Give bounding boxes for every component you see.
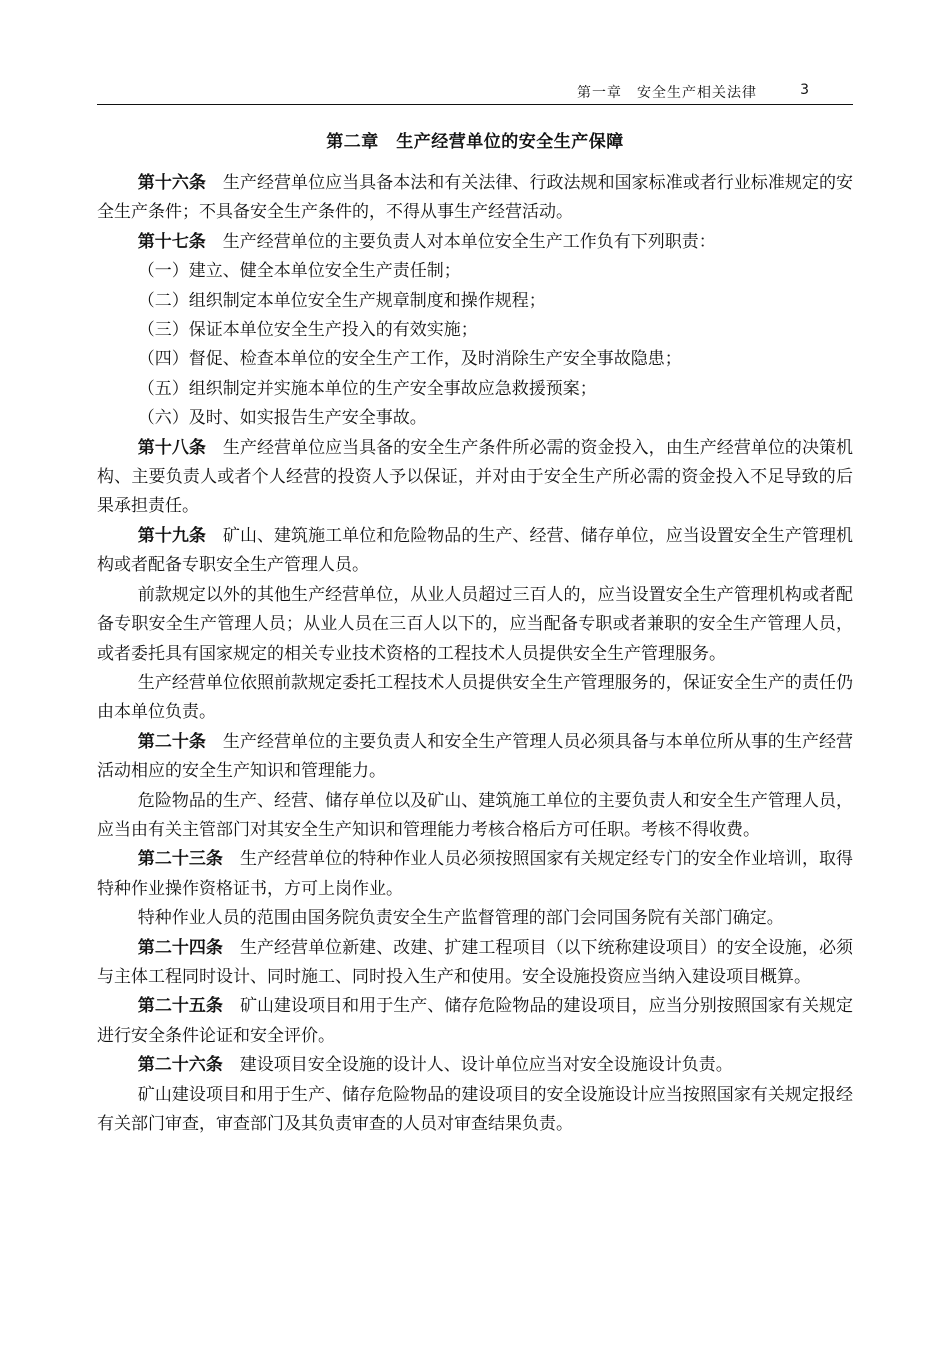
body-text	[97, 169, 853, 1139]
paragraph-text: 危险物品的生产、经营、储存单位以及矿山、建筑施工单位的主要负责人和安全生产管理人员，应当由有关主管部门对其安全生产知识和管理能力考核合格后方可任职。考核不得收费。	[97, 790, 853, 840]
paragraph	[97, 1081, 853, 1140]
paragraph	[97, 904, 853, 933]
paragraph-text: 特种作业人员的范围由国务院负责安全生产监督管理的部门会同国务院有关部门确定。	[137, 908, 784, 929]
article-paragraph	[97, 934, 853, 993]
page-number: 3	[800, 82, 809, 98]
paragraph-text: 矿山建设项目和用于生产、储存危险物品的建设项目的安全设施设计应当按照国家有关规定报经有关部门审查，审查部门及其负责审查的人员对审查结果负责。	[97, 1084, 853, 1134]
paragraph-text: 生产经营单位新建、改建、扩建工程项目（以下统称建设项目）的安全设施，必须与主体工程同时设计、同时施工、同时投入生产和使用。安全设施投资应当纳入建设项目概算。	[97, 937, 854, 987]
list-item: （四）督促、检查本单位的安全生产工作，及时消除生产安全事故隐患；	[137, 349, 682, 370]
paragraph-text: 生产经营单位应当具备的安全生产条件所必需的资金投入，由生产经营单位的决策机构、主要负责人或者个人经营的投资人予以保证，并对由于安全生产所必需的资金投入不足导致的后果承担责任。	[97, 437, 854, 517]
header-chapter-title: 第一章 安全生产相关法律	[577, 85, 757, 101]
list-item: （二）组织制定本单位安全生产规章制度和操作规程；	[137, 290, 546, 311]
article-paragraph	[97, 728, 853, 787]
article-paragraph	[97, 169, 853, 228]
article-number: 第二十三条	[137, 849, 223, 870]
article-paragraph	[97, 522, 853, 581]
paragraph-text: 生产经营单位的主要负责人对本单位安全生产工作负有下列职责：	[222, 231, 716, 252]
paragraph-text: 矿山、建筑施工单位和危险物品的生产、经营、储存单位，应当设置安全生产管理机构或者配备专职安全生产管理人员。	[97, 525, 854, 576]
list-item: （一）建立、健全本单位安全生产责任制；	[137, 261, 461, 282]
list-item: （六）及时、如实报告生产安全事故。	[137, 408, 427, 429]
paragraph-text: 建设项目安全设施的设计人、设计单位应当对安全设施设计负责。	[239, 1055, 733, 1076]
article-paragraph	[97, 845, 853, 904]
list-item: （三）保证本单位安全生产投入的有效实施；	[137, 320, 478, 341]
paragraph-text: 生产经营单位的主要负责人和安全生产管理人员必须具备与本单位所从事的生产经营活动相应的安全生产知识和管理能力。	[97, 731, 854, 782]
paragraph	[97, 669, 853, 728]
article-number: 第十八条	[137, 437, 206, 458]
article-number: 第十七条	[137, 231, 206, 252]
article-number: 第十九条	[137, 525, 206, 546]
paragraph	[97, 787, 853, 846]
article-paragraph	[97, 434, 853, 522]
paragraph-text: 前款规定以外的其他生产经营单位，从业人员超过三百人的，应当设置安全生产管理机构或者配备专职安全生产管理人员；从业人员在三百人以下的，应当配备专职或者兼职的安全生产管理人员，或者委托具有国家规定的相关专业技术资格的工程技术人员提供安全生产管理服务。	[97, 584, 853, 664]
article-number: 第二十六条	[137, 1055, 223, 1076]
article-paragraph	[97, 992, 853, 1051]
chapter-title: 第二章 生产经营单位的安全生产保障	[326, 132, 624, 152]
list-item: （五）组织制定并实施本单位的生产安全事故应急救援预案；	[137, 378, 597, 399]
paragraph	[97, 581, 853, 669]
paragraph-text: 生产经营单位依照前款规定委托工程技术人员提供安全生产管理服务的，保证安全生产的责任仍由本单位负责。	[97, 672, 853, 723]
article-paragraph	[97, 1051, 853, 1080]
paragraph-text: 生产经营单位应当具备本法和有关法律、行政法规和国家标准或者行业标准规定的安全生产条件；不具备安全生产条件的，不得从事生产经营活动。	[97, 173, 854, 223]
article-number: 第二十条	[137, 731, 206, 752]
article-number: 第二十四条	[137, 937, 223, 958]
article-paragraph	[97, 228, 853, 257]
running-header	[97, 82, 853, 105]
paragraph-text: 矿山建设项目和用于生产、储存危险物品的建设项目，应当分别按照国家有关规定进行安全条件论证和安全评价。	[97, 996, 854, 1046]
article-number: 第十六条	[137, 173, 206, 193]
article-number: 第二十五条	[137, 996, 223, 1017]
paragraph-text: 生产经营单位的特种作业人员必须按照国家有关规定经专门的安全作业培训，取得特种作业操作资格证书，方可上岗作业。	[97, 849, 854, 899]
